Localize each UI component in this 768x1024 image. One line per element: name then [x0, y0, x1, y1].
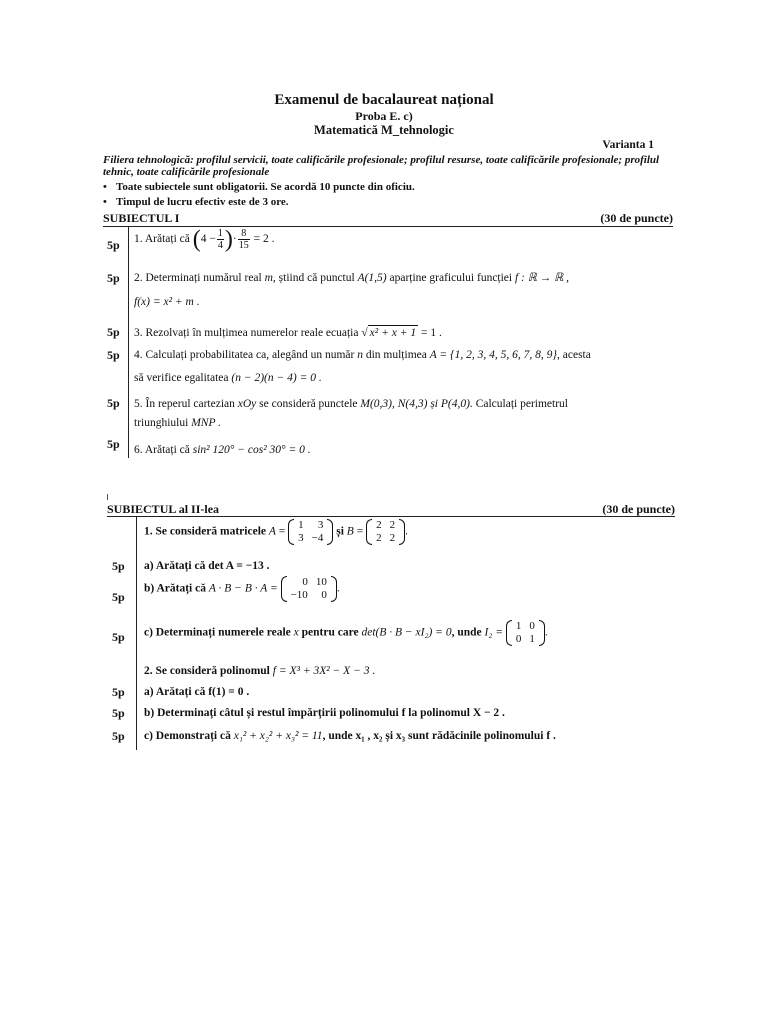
points-label: 5p — [112, 729, 125, 743]
matrix-result: 0 10 −10 0 — [281, 576, 337, 602]
s2-q2-intro: 2. Se consideră polinomul f = X³ + 3X² − X − 3 . — [144, 665, 376, 677]
s1-item-2-line2: f(x) = x² + m . — [134, 296, 200, 308]
s2-q1c: c) Determinați numerele reale x pentru care det(B · B − xI₂) = 0, unde I₂ = 1 0 0 1 . — [144, 620, 548, 645]
subject2-title: SUBIECTUL al II-lea — [107, 502, 220, 516]
matrix-a: 1 3 3 −4 — [288, 519, 333, 545]
matrix-b: 2 2 2 2 — [366, 519, 405, 545]
s2-q2c: c) Demonstrați că x₁² + x₂² + x₃² = 11, unde x₁ , x₂ și x₃ sunt rădăcinile polinomului f . — [144, 730, 556, 742]
s1-item-5-line2: triunghiului MNP . — [134, 417, 222, 429]
subject1-title: SUBIECTUL I — [103, 211, 180, 225]
subject1-header — [103, 211, 673, 225]
matrix-identity: 1 0 0 1 — [506, 620, 545, 646]
bullet-text: Timpul de lucru efectiv este de 3 ore. — [116, 196, 289, 208]
points-label: 5p — [107, 396, 120, 410]
s1-item-5: 5. În reperul cartezian xOy se consideră punctele M(0,3), N(4,3) și P(4,0). Calculați perimetrul — [134, 398, 568, 410]
s2-q2a: a) Arătați că f(1) = 0 . — [144, 686, 250, 698]
variant-label: Varianta 1 — [602, 139, 654, 151]
s1-item-6: 6. Arătați că sin² 120° − cos² 30° = 0 . — [134, 444, 311, 456]
divider — [103, 226, 673, 227]
s1-item-1: 1. Arătați că (4 − $\frac{1}{4}$ )· $\frac{8}{15}$ = 2 . — [134, 226, 275, 253]
s1-item-4-line2: să verifice egalitatea (n − 2)(n − 4) = 0 . — [134, 372, 322, 384]
points-label: 5p — [107, 437, 120, 451]
bullet-item — [103, 181, 415, 193]
filiera-text: Filiera tehnologică: profilul servicii, toate calificările profesionale; profilul resurse, toate calificările profesionale; profilul tehnic, toate calificările profesionale — [103, 154, 660, 178]
s1-item-3: 3. Rezolvați în mulțimea numerelor reale ecuația √ x² + x + 1 = 1 . — [134, 327, 442, 339]
bullet-item — [103, 196, 289, 208]
column-divider — [128, 226, 129, 458]
bullet-icon: • — [103, 196, 107, 208]
subject2-header — [107, 502, 675, 516]
s2-q1-intro: 1. Se consideră matricele A = 1 3 3 −4 și B = 2 2 2 2 . — [144, 519, 408, 544]
points-label: 5p — [112, 630, 125, 644]
subject2-points: (30 de puncte) — [602, 502, 675, 516]
exam-title: Examenul de bacalaureat național — [274, 92, 494, 108]
points-label: 5p — [112, 706, 125, 720]
exam-proba: Proba E. c) — [355, 109, 413, 123]
s2-q2b: b) Determinați câtul și restul împărțirii polinomului f la polinomul X − 2 . — [144, 707, 505, 719]
points-label: 5p — [112, 590, 125, 604]
bullet-text: Toate subiectele sunt obligatorii. Se acordă 10 puncte din oficiu. — [116, 181, 415, 193]
s2-q1b: b) Arătați că A · B − B · A = 0 10 −10 0 . — [144, 576, 340, 601]
points-label: 5p — [112, 685, 125, 699]
subject1-points: (30 de puncte) — [600, 211, 673, 225]
points-label: 5p — [107, 325, 120, 339]
points-label: 5p — [107, 348, 120, 362]
scan-mark — [107, 494, 108, 500]
s1-item-4: 4. Calculați probabilitatea ca, alegând un număr n din mulțimea A = {1, 2, 3, 4, 5, 6, 7, 8, 9}, acesta — [134, 349, 591, 361]
points-label: 5p — [107, 271, 120, 285]
points-label: 5p — [112, 559, 125, 573]
exam-subject: Matematică M_tehnologic — [314, 123, 454, 137]
s1-item-2: 2. Determinați numărul real m, știind că punctul A(1,5) aparține graficului funcției f : ℝ → ℝ , — [134, 272, 569, 284]
column-divider — [136, 516, 137, 750]
s2-q1a: a) Arătați că det A = −13 . — [144, 560, 270, 572]
points-label: 5p — [107, 238, 120, 252]
bullet-icon: • — [103, 181, 107, 193]
divider — [107, 516, 675, 517]
